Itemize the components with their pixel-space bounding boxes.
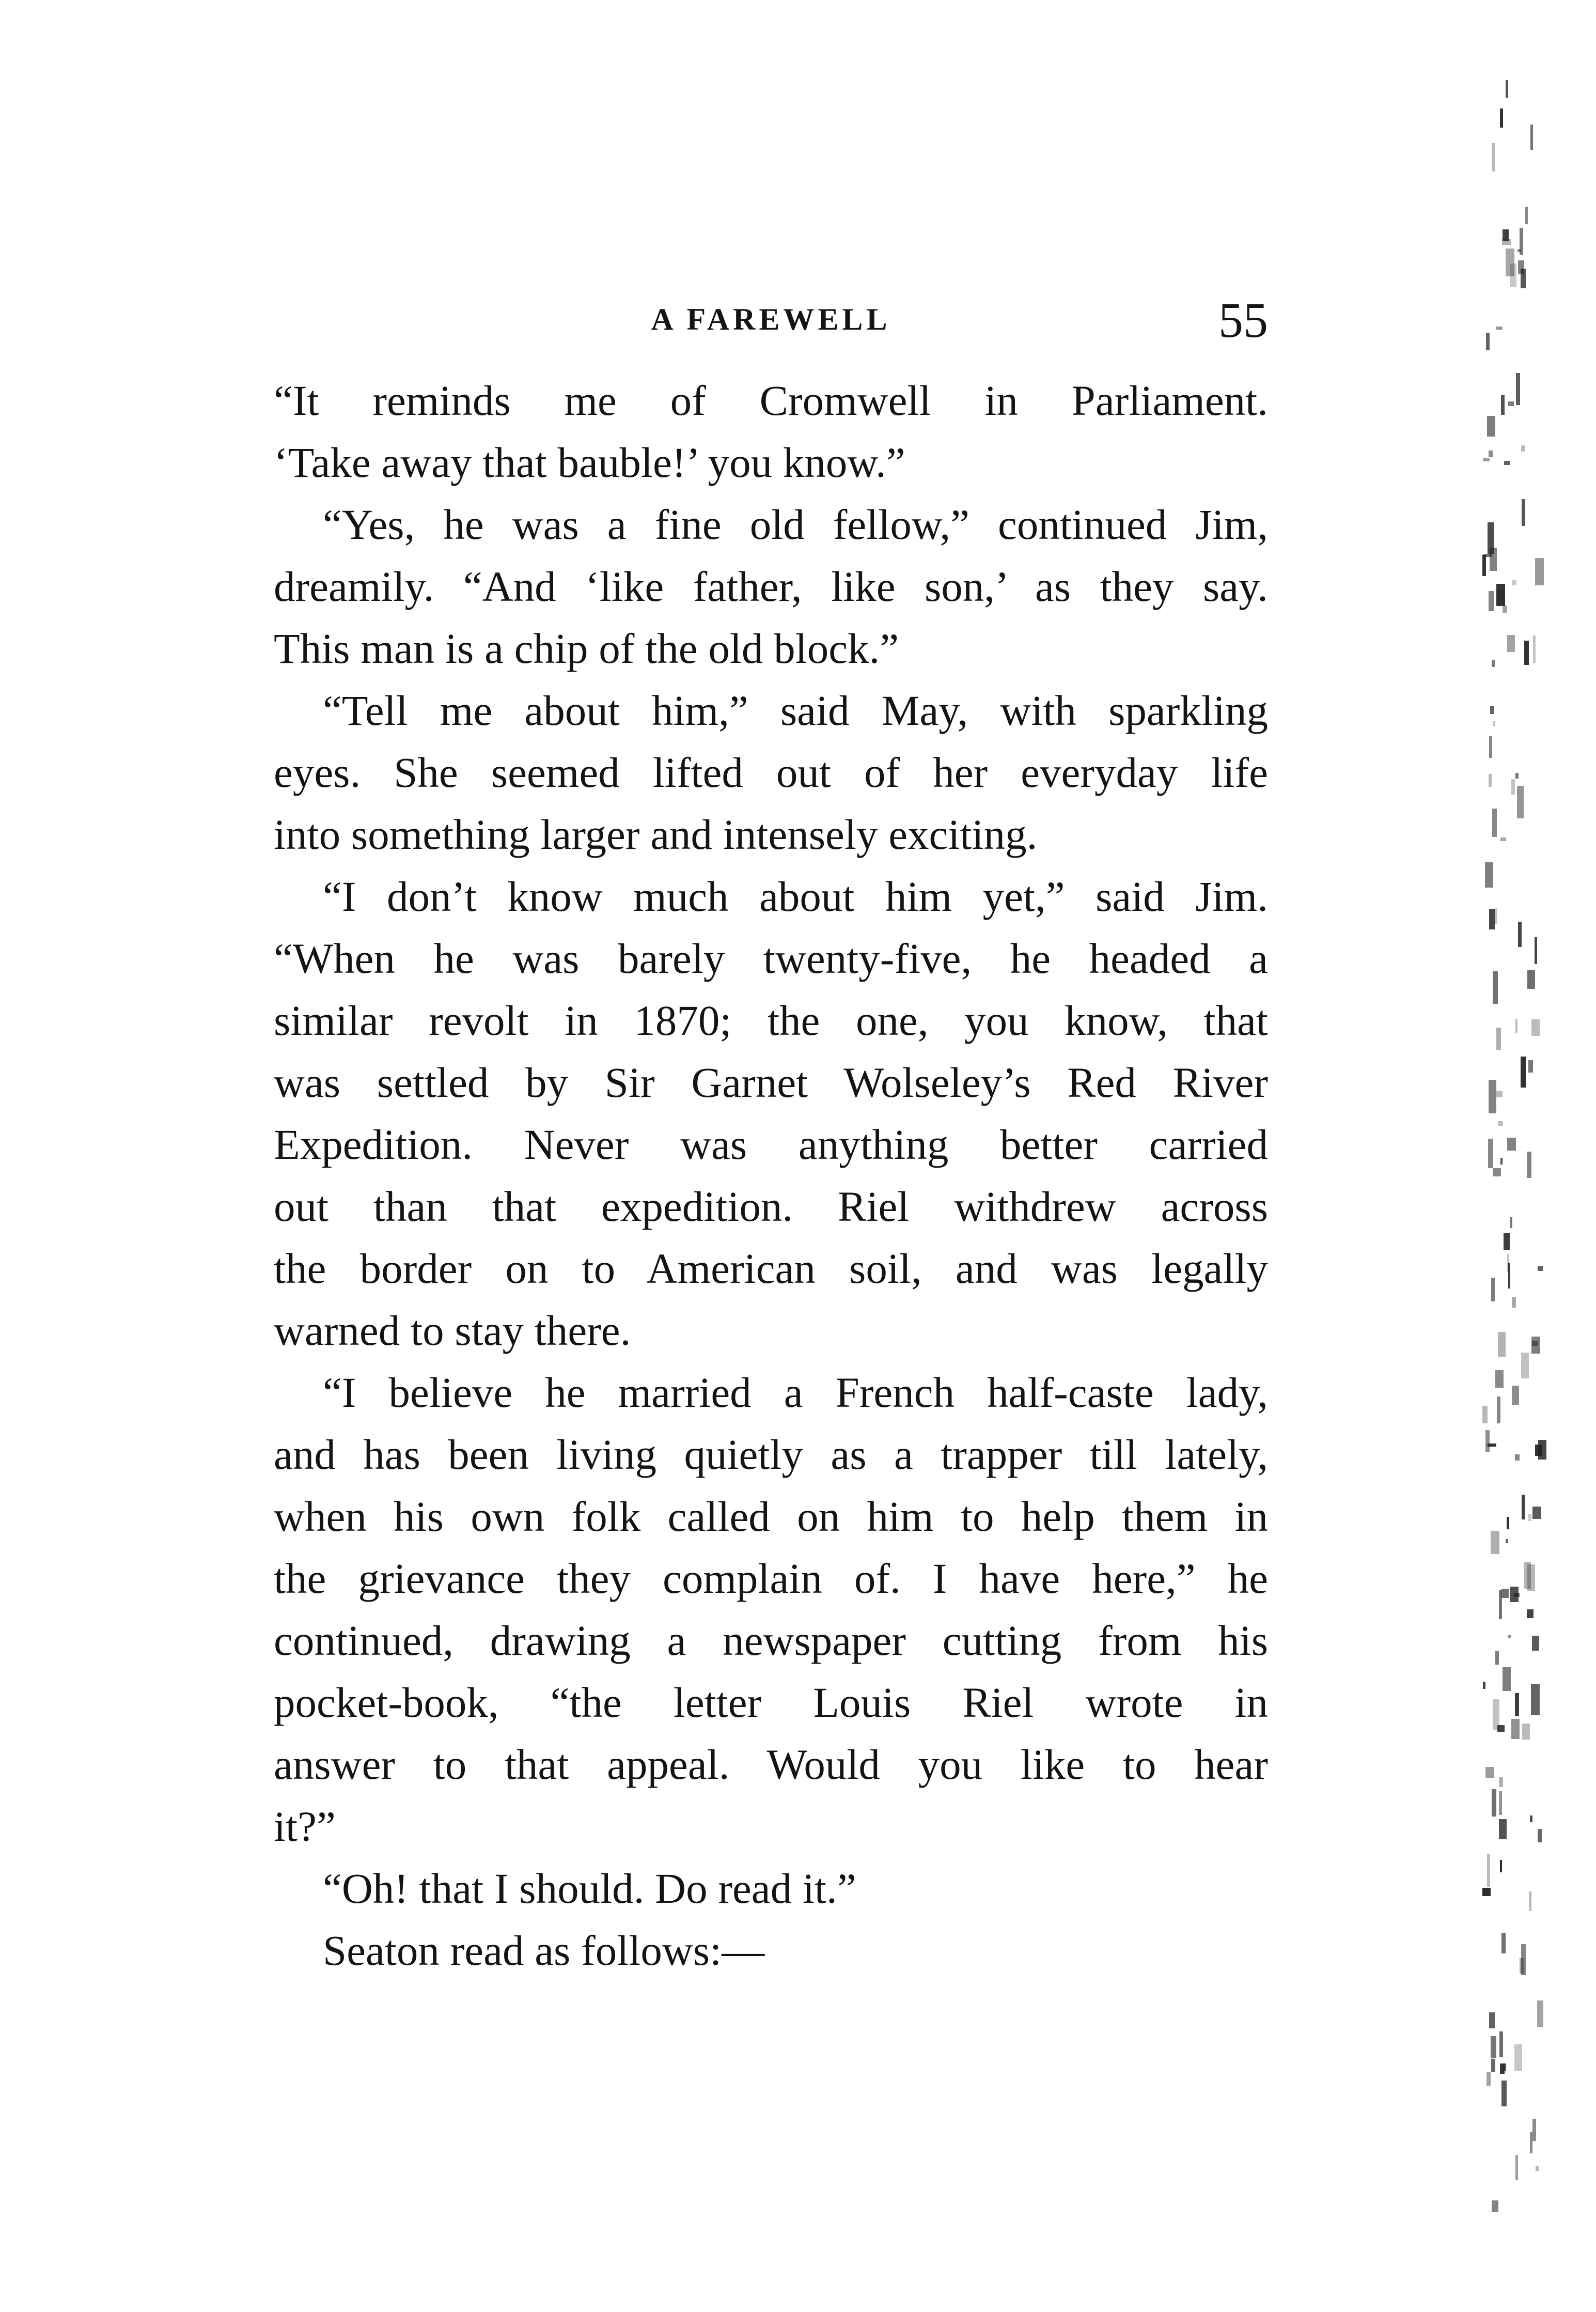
scan-speck [1514, 2044, 1522, 2071]
scan-speck [1537, 2000, 1543, 2027]
scan-speck [1489, 774, 1492, 787]
scan-speck [1498, 1121, 1503, 1126]
scan-speck [1500, 1158, 1503, 1165]
text-line: answer to that appeal. Would you like to hear [274, 1741, 1268, 1788]
scan-speck [1503, 1667, 1511, 1691]
scan-speck [1492, 660, 1495, 667]
scan-speck [1515, 1019, 1517, 1033]
scan-speck [1482, 1406, 1488, 1423]
scan-speck [1492, 2200, 1498, 2212]
scan-speck [1493, 971, 1498, 1004]
scan-speck [1506, 80, 1508, 98]
page-header [274, 289, 1268, 351]
scan-speck [1507, 1517, 1509, 1529]
running-title: A FAREWELL [651, 302, 891, 336]
scan-speck [1500, 837, 1506, 841]
text-line: “Yes, he was a fine old fellow,” continued Jim, [323, 501, 1268, 548]
scan-speck [1511, 779, 1515, 795]
scan-speck [1504, 1233, 1510, 1250]
scan-speck [1512, 580, 1516, 585]
scan-speck [1487, 416, 1495, 437]
scan-speck [1495, 1651, 1499, 1665]
scan-speck [1530, 1816, 1532, 1822]
scan-speck [1517, 249, 1521, 252]
scan-speck [1530, 2132, 1532, 2153]
scan-speck [1527, 1152, 1531, 1178]
scan-speck [1489, 591, 1494, 611]
scan-speck [1483, 1682, 1485, 1689]
scan-speck [1499, 1791, 1502, 1815]
scan-speck [1498, 1332, 1506, 1357]
scan-speck [1520, 1958, 1524, 1974]
scan-speck [1496, 327, 1503, 330]
text-line: ‘Take away that bauble!’ you know.” [274, 439, 905, 486]
scan-speck [1524, 1562, 1531, 1589]
scan-speck [1491, 1278, 1495, 1301]
text-line: and has been living quietly as a trapper till lately, [274, 1431, 1268, 1478]
text-line: Expedition. Never was anything better carried [274, 1121, 1268, 1168]
scan-speck [1535, 1445, 1542, 1456]
scan-speck [1485, 1767, 1494, 1778]
scan-speck [1495, 908, 1497, 924]
scan-speck [1506, 1539, 1508, 1543]
scan-speck [1535, 937, 1537, 964]
scan-speck [1538, 1266, 1543, 1271]
scan-speck [1508, 1635, 1511, 1638]
text-line: into something larger and intensely exciting. [274, 811, 1038, 858]
scan-speck [1493, 1168, 1501, 1176]
scan-speck [1512, 1297, 1516, 1308]
scan-speck [1515, 1454, 1520, 1461]
scan-speck [1488, 522, 1494, 554]
text-line: was settled by Sir Garnet Wolseley’s Red River [274, 1059, 1268, 1106]
scan-speck [1508, 401, 1514, 406]
scan-speck [1499, 1590, 1502, 1619]
scan-speck [1518, 922, 1522, 947]
text-line: “When he was barely twenty-five, he headed a [274, 935, 1268, 982]
text-line: it?” [274, 1803, 336, 1850]
scan-speck [1496, 1028, 1501, 1050]
scan-speck [1489, 2012, 1495, 2028]
scan-speck [1487, 1854, 1490, 1887]
scan-speck [1501, 1933, 1506, 1953]
scan-speck [1501, 1589, 1509, 1598]
scan-speck [1521, 269, 1526, 288]
scan-speck [1511, 1719, 1520, 1739]
scan-speck [1493, 721, 1495, 726]
scan-speck [1499, 2031, 1503, 2057]
scan-speck [1521, 1353, 1529, 1378]
text-line: the grievance they complain of. I have here,” he [274, 1555, 1268, 1602]
text-line: “Tell me about him,” said May, with sparkling [323, 687, 1268, 734]
scan-speck [1532, 1636, 1539, 1651]
scan-speck [1531, 1019, 1540, 1036]
scan-speck [1491, 2036, 1496, 2058]
scan-speck [1515, 773, 1519, 779]
text-line: out than that expedition. Riel withdrew across [274, 1183, 1268, 1230]
scan-speck [1528, 1060, 1533, 1073]
scan-speck [1496, 584, 1505, 606]
text-line: “I believe he married a French half-caste lady, [323, 1369, 1268, 1416]
scan-speck [1516, 373, 1520, 405]
scan-speck [1497, 1396, 1500, 1423]
scan-speck [1510, 263, 1516, 287]
scan-speck [1492, 143, 1495, 172]
text-line: Seaton read as follows:— [323, 1927, 765, 1974]
scan-speck [1530, 125, 1533, 150]
scan-speck [1510, 1217, 1512, 1228]
scan-speck [1500, 1860, 1502, 1872]
text-line: continued, drawing a newspaper cutting from his [274, 1617, 1268, 1664]
scan-speck [1491, 2059, 1495, 2072]
scan-speck [1493, 1699, 1499, 1730]
scan-speck [1501, 2081, 1507, 2106]
scan-speck [1524, 641, 1529, 665]
text-line: warned to stay there. [274, 1307, 631, 1354]
scan-speck [1536, 2166, 1539, 2171]
scan-speck [1507, 1254, 1509, 1272]
scan-speck [1527, 1609, 1534, 1618]
scan-speck [1489, 451, 1493, 457]
text-line: when his own folk called on him to help them in [274, 1493, 1268, 1540]
page-number: 55 [1218, 292, 1268, 348]
scan-speck [1531, 1684, 1540, 1715]
scan-speck [1532, 2119, 1536, 2141]
scan-speck [1504, 461, 1510, 465]
scan-speck [1488, 1444, 1496, 1447]
text-line: the border on to American soil, and was legally [274, 1245, 1268, 1292]
scan-speck [1522, 1495, 1525, 1519]
scan-speck [1499, 1777, 1503, 1787]
scan-speck [1486, 333, 1490, 350]
scan-speck [1482, 555, 1486, 576]
scan-speck [1522, 1724, 1530, 1740]
scan-speck [1507, 1138, 1516, 1151]
scan-speck [1499, 1819, 1507, 1839]
scan-speck [1517, 786, 1524, 818]
scan-speck [1514, 1593, 1520, 1597]
scan-edge-artifact [1472, 62, 1555, 2258]
scan-speck [1488, 1139, 1493, 1168]
scan-speck [1522, 499, 1525, 526]
scan-speck [1485, 862, 1493, 888]
scan-speck [1492, 1789, 1496, 1817]
scan-speck [1482, 1888, 1491, 1896]
text-line: dreamily. “And ‘like father, like son,’ as they say. [274, 563, 1268, 610]
scan-speck [1521, 445, 1525, 452]
scan-speck [1485, 1430, 1490, 1452]
scan-speck [1525, 207, 1528, 224]
scan-speck [1500, 108, 1503, 128]
scan-speck [1529, 1891, 1531, 1911]
scan-speck [1528, 1514, 1531, 1521]
scan-speck [1491, 1531, 1499, 1554]
scan-speck [1487, 2072, 1491, 2086]
text-line: pocket-book, “the letter Louis Riel wrote in [274, 1679, 1268, 1726]
scan-speck [1535, 558, 1544, 585]
text-line: “Oh! that I should. Do read it.” [323, 1865, 856, 1912]
scan-speck [1527, 970, 1535, 989]
scan-speck [1496, 1091, 1503, 1097]
scan-speck [1515, 1693, 1519, 1716]
scan-speck [1512, 1386, 1519, 1405]
text-line: similar revolt in 1870; the one, you know, that [274, 997, 1268, 1044]
scan-speck [1490, 706, 1494, 714]
scan-speck [1500, 2063, 1505, 2074]
scan-speck [1501, 395, 1505, 415]
scan-speck [1483, 458, 1490, 461]
scan-speck [1515, 2155, 1518, 2180]
scan-speck [1533, 635, 1536, 663]
body-text [274, 369, 1268, 1981]
scan-speck [1521, 1057, 1526, 1088]
text-line: This man is a chip of the old block.” [274, 625, 899, 672]
scan-speck [1507, 635, 1515, 652]
scan-speck [1495, 1370, 1504, 1388]
scan-speck [1532, 1507, 1541, 1519]
scan-speck [1489, 1080, 1496, 1113]
scan-speck [1489, 736, 1492, 758]
scan-speck [1538, 1829, 1542, 1842]
scan-speck [1531, 1337, 1540, 1354]
text-line: “It reminds me of Cromwell in Parliament. [274, 377, 1268, 424]
text-line: “I don’t know much about him yet,” said Jim. [323, 873, 1268, 920]
scan-speck [1489, 909, 1495, 929]
text-line: eyes. She seemed lifted out of her everyday life [274, 749, 1268, 796]
scan-speck [1503, 606, 1507, 613]
scan-speck [1502, 239, 1511, 245]
scan-speck [1492, 809, 1497, 837]
